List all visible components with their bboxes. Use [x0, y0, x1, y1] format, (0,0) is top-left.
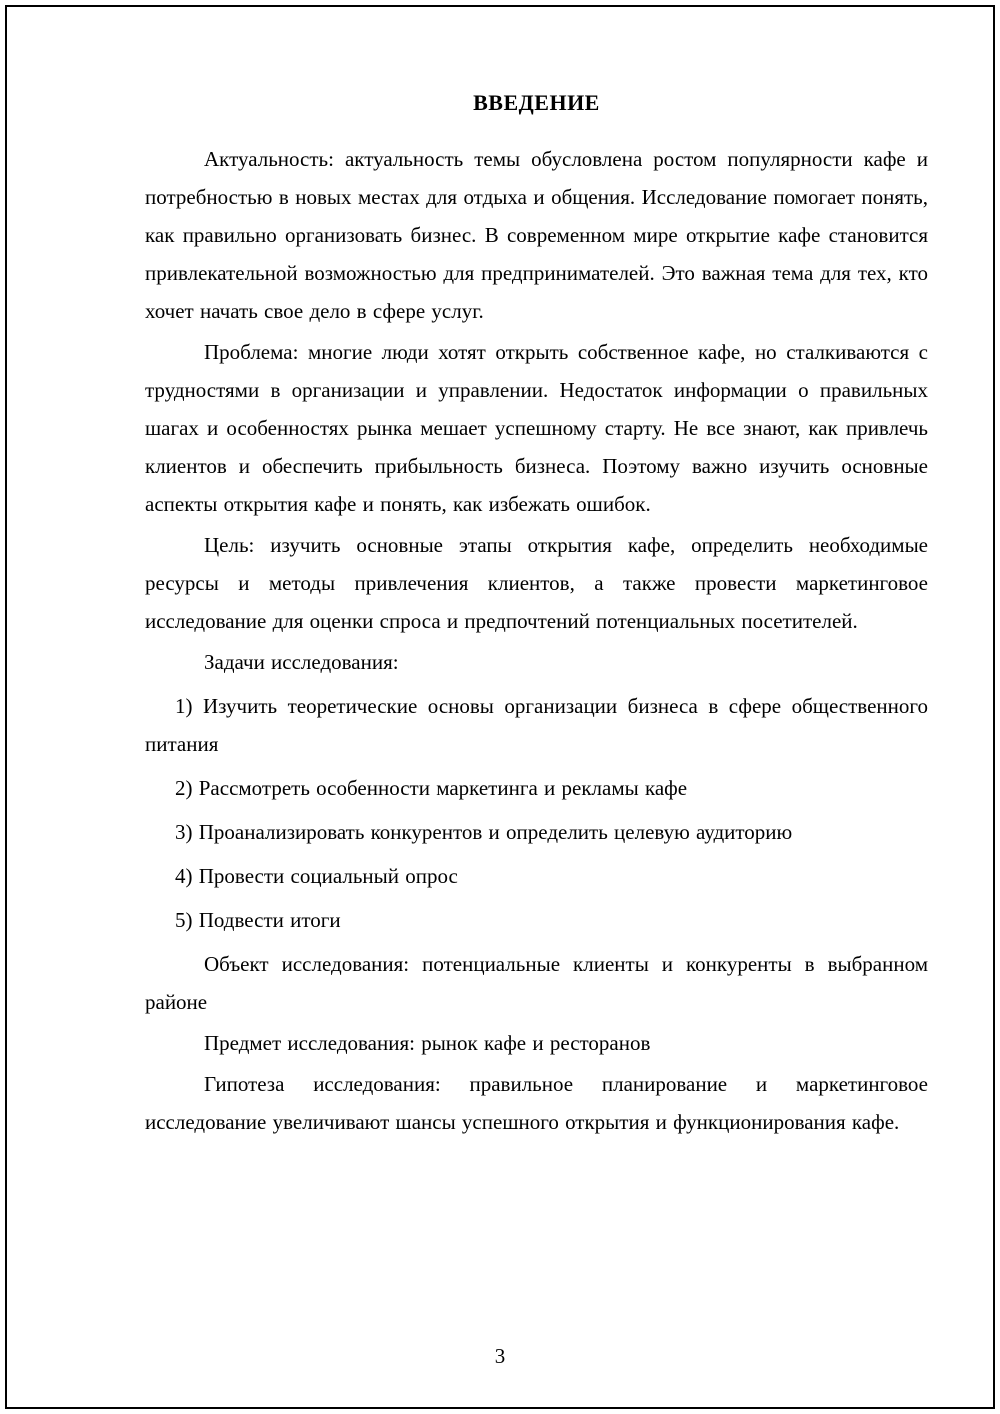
task-item: 1) Изучить теоретические основы организации бизнеса в сфере общественного питания — [145, 694, 928, 756]
page-number: 3 — [494, 1344, 506, 1368]
page-title: ВВЕДЕНИЕ — [473, 90, 600, 115]
paragraph-object: Объект исследования: потенциальные клиенты и конкуренты в выбранном районе — [145, 952, 928, 1014]
paragraph-subject: Предмет исследования: рынок кафе и ресторанов — [204, 1031, 651, 1055]
paragraph-goal: Цель: изучить основные этапы открытия кафе, определить необходимые ресурсы и методы привлечения клиентов, а также провести маркетинговое исследование для оценки спроса и предпочтений потенциальных посетителей. — [145, 533, 928, 633]
paragraph-problem: Проблема: многие люди хотят открыть собственное кафе, но сталкиваются с трудностями в организации и управлении. Недостаток информации о правильных шагах и особенностях рынка мешает успешному старту. Не все знают, как привлечь клиентов и обеспечить прибыльность бизнеса. Поэтому важно изучить основные аспекты открытия кафе и понять, как избежать ошибок. — [145, 340, 928, 516]
task-item: 5) Подвести итоги — [175, 908, 341, 932]
paragraph-tasks-heading: Задачи исследования: — [204, 650, 399, 674]
task-item: 3) Проанализировать конкурентов и определить целевую аудиторию — [175, 820, 793, 844]
paragraph-hypothesis: Гипотеза исследования: правильное планирование и маркетинговое исследование увеличивают шансы успешного открытия и функционирования кафе. — [145, 1072, 928, 1134]
task-item: 4) Провести социальный опрос — [175, 864, 458, 888]
document-body — [145, 84, 928, 1144]
paragraph-relevance: Актуальность: актуальность темы обусловлена ростом популярности кафе и потребностью в новых местах для отдыха и общения. Исследование помогает понять, как правильно организовать бизнес. В современном мире открытие кафе становится привлекательной возможностью для предпринимателей. Это важная тема для тех, кто хочет начать свое дело в сфере услуг. — [145, 147, 928, 323]
task-item: 2) Рассмотреть особенности маркетинга и рекламы кафе — [175, 776, 688, 800]
